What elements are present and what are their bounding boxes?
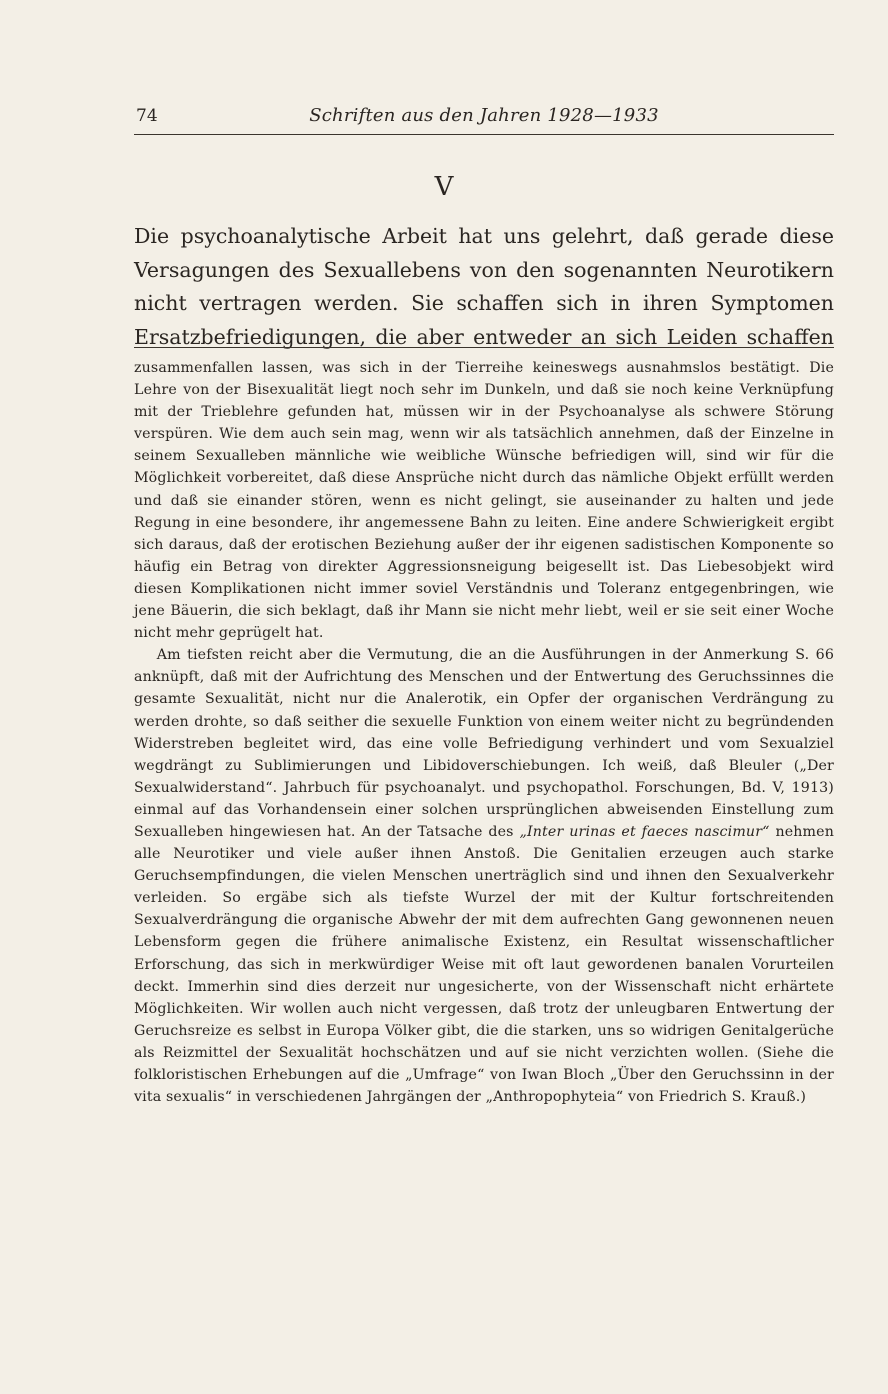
running-title: Schriften aus den Jahren 1928—1933 <box>309 105 659 126</box>
section-heading: V <box>434 172 454 202</box>
footnote <box>134 357 834 1108</box>
footnote-text-b: nehmen alle Neurotiker und viele außer ihnen Anstoß. Die Genitalien erzeugen auch starke Geruchsempfindungen, die vielen Menschen unerträglich sind und ihnen den Sexualverkehr verleiden. So ergäbe sich als tiefste Wurzel der mit der Kultur fortschreitenden Sexualverdrängung die organische Abwehr der mit dem aufrechten Gang gewonnenen neuen Lebensform gegen die frühere animalische Existenz, ein Resultat wissenschaftlicher Erforschung, das sich in merkwürdiger Weise mit oft laut gewordenen banalen Vorurteilen deckt. Immerhin sind dies derzeit nur ungesicherte, von der Wissenschaft nicht erhärtete Möglichkeiten. Wir wollen auch nicht vergessen, daß trotz der unleugbaren Entwertung der Geruchsreize es selbst in Europa Völker gibt, die die starken, uns so widrigen Genitalgerüche als Reizmittel der Sexualität hochschätzen und auf sie nicht verzichten wollen. (Siehe die folkloristischen Erhebungen auf die „Umfrage“ von Iwan Bloch „Über den Geruchssinn in der vita sexualis“ in verschiedenen Jahrgängen der „Anthropophyteia“ von Friedrich S. Krauß.) <box>134 823 834 1106</box>
footnote-paragraph-2 <box>134 644 834 1108</box>
footnote-paragraph-1: zusammenfallen lassen, was sich in der Tierreihe keineswegs ausnahmslos bestätigt. Die Lehre von der Bisexualität liegt noch sehr im Dunkeln, und daß sie noch keine Verknüpfung mit der Trieblehre gefunden hat, müssen wir in der Psychoanalyse als schwere Störung verspüren. Wie dem auch sein mag, wenn wir als tatsächlich annehmen, daß der Einzelne in seinem Sexualleben männliche wie weibliche Wünsche befriedigen will, sind wir für die Möglichkeit vorbereitet, daß diese Ansprüche nicht durch das nämliche Objekt erfüllt werden und daß sie einander stören, wenn es nicht gelingt, sie auseinander zu halten und jede Regung in eine besondere, ihr angemessene Bahn zu leiten. Eine andere Schwierigkeit ergibt sich daraus, daß der erotischen Beziehung außer der ihr eigenen sadistischen Komponente so häufig ein Betrag von direkter Aggressionsneigung beigesellt ist. Das Liebesobjekt wird diesen Komplikationen nicht immer soviel Verständnis und Toleranz entgegenbringen, wie jene Bäuerin, die sich beklagt, daß ihr Mann sie nicht mehr liebt, weil er sie seit einer Woche nicht mehr geprügelt hat. <box>134 360 834 642</box>
footnote-text-a: Am tiefsten reicht aber die Vermutung, die an die Ausführungen in der Anmerkung S. 66 anknüpft, daß mit der Aufrichtung des Menschen und der Entwertung des Geruchssinnes die gesamte Sexualität, nicht nur die Analerotik, ein Opfer der organischen Verdrängung zu werden drohte, so daß seither die sexuelle Funktion von einem weiter nicht zu begründenden Widerstreben begleitet wird, das eine volle Befriedigung verhindert und vom Sexualziel wegdrängt zu Sublimierungen und Libidoverschiebungen. Ich weiß, daß Bleuler („Der Sexualwiderstand“. Jahrbuch für psychoanalyt. und psychopathol. Forschungen, Bd. V, 1913) einmal auf das Vorhandensein einer solchen ursprünglichen abweisenden Einstellung zum Sexualleben hingewiesen hat. An der Tatsache des <box>134 647 834 840</box>
running-header <box>134 104 834 135</box>
latin-quote: „Inter urinas et faeces nascimur“ <box>519 823 770 840</box>
page-number: 74 <box>136 106 158 126</box>
main-paragraph: Die psychoanalytische Arbeit hat uns gelehrt, daß gerade diese Versagungen des Sexuallebens von den sogenannten Neurotikern nicht vertragen werden. Sie schaffen sich in ihren Symptomen Ersatzbefriedigungen, die aber entweder an sich Leiden schaffen <box>134 224 834 349</box>
footnote-divider <box>134 347 834 348</box>
